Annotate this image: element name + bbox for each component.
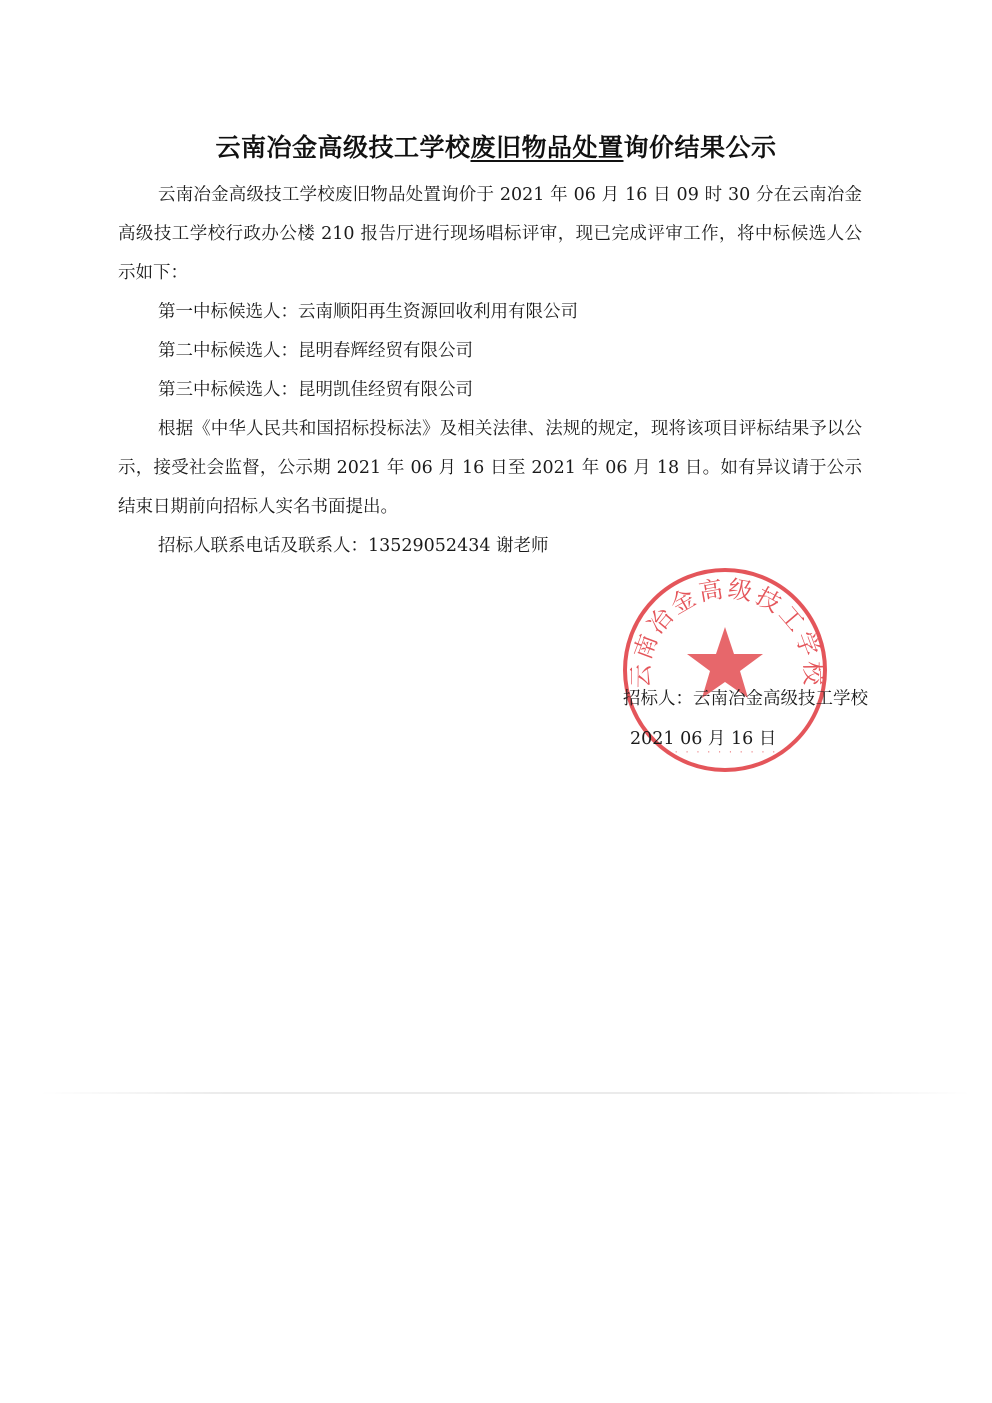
seal-dots: · · · · · · · · · ·	[673, 748, 777, 758]
page-title	[0, 128, 992, 164]
document-body	[118, 176, 862, 566]
intro-paragraph: 云南冶金高级技工学校废旧物品处置询价于 2021 年 06 月 16 日 09 时 30 分在云南冶金高级技工学校行政办公楼 210 报告厅进行现场唱标评审，现已完成评审工作，将中标候选人公示如下：	[118, 185, 862, 283]
title-part-3: 询价结果公示	[623, 133, 777, 162]
scan-artifact-line	[40, 1092, 970, 1094]
title-part-1: 云南冶金高级技工学校	[215, 133, 471, 162]
candidate-first: 第一中标候选人：云南顺阳再生资源回收利用有限公司	[158, 302, 578, 322]
legal-paragraph: 根据《中华人民共和国招标投标法》及相关法律、法规的规定，现将该项目评标结果予以公示，接受社会监督，公示期 2021 年 06 月 16 日至 2021 年 06 月 18 日。如有异议请于公示结束日期前向招标人实名书面提出。	[118, 419, 862, 517]
signature-date: 2021 06 月 16 日	[630, 729, 777, 749]
seal-text: 云南冶金高级技工学校	[626, 574, 828, 689]
contact-paragraph: 招标人联系电话及联系人：13529052434 谢老师	[158, 536, 549, 556]
candidate-third: 第三中标候选人：昆明凯佳经贸有限公司	[158, 380, 473, 400]
signature-organization: 招标人：云南冶金高级技工学校	[623, 689, 868, 709]
candidate-second: 第二中标候选人：昆明春辉经贸有限公司	[158, 341, 473, 361]
title-part-2-underlined: 废旧物品处置	[470, 133, 624, 162]
